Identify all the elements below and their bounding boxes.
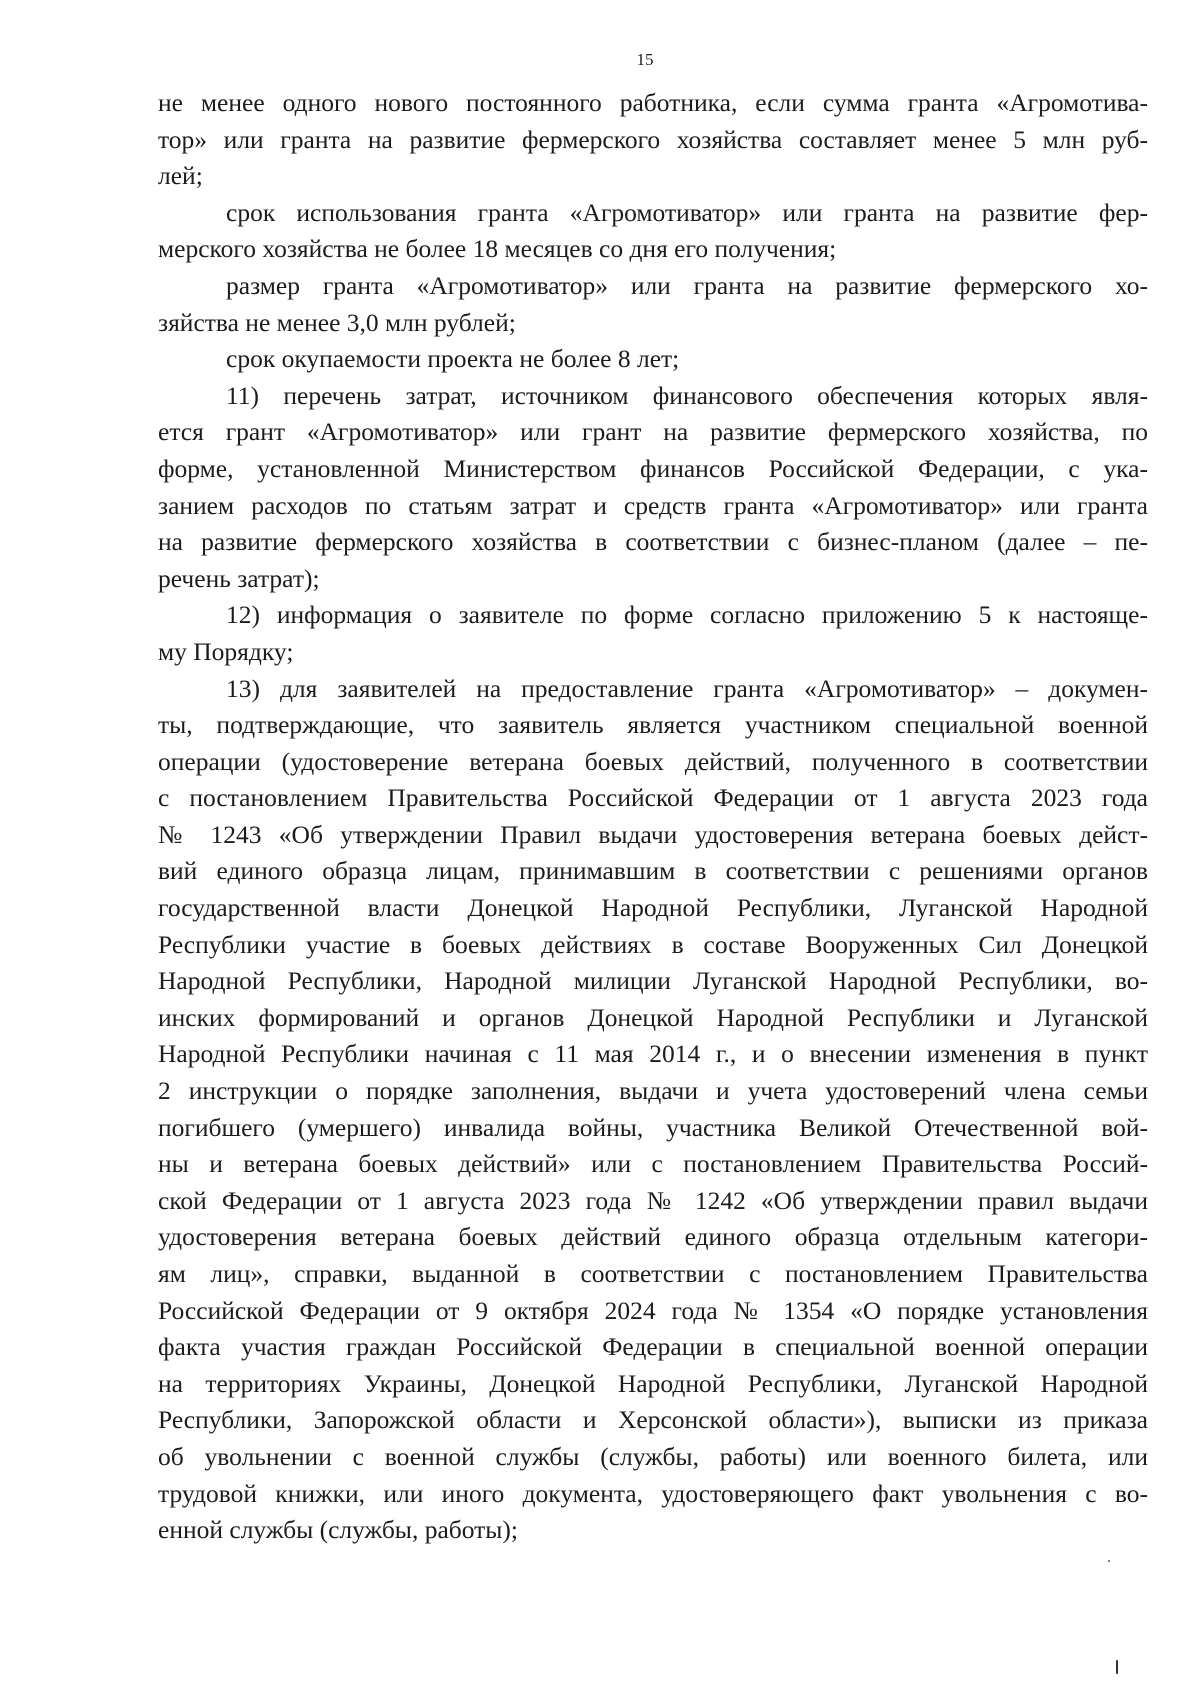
- text-line: мерского хозяйства не более 18 месяцев со дня его получения;: [158, 234, 837, 264]
- text-line: инских формирований и органов Донецкой Народной Республики и Луганской: [158, 1002, 1148, 1032]
- text-line: не менее одного нового постоянного работника, если сумма гранта «Агромотива-: [158, 88, 1148, 117]
- text-line: Народной Республики, Народной милиции Луганской Народной Республики, во-: [158, 966, 1148, 996]
- text-line: 13) для заявителей на предоставление гранта «Агромотиватор» – докумен-: [226, 673, 1148, 703]
- text-line: ты, подтверждающие, что заявитель является участником специальной военной: [158, 710, 1148, 740]
- text-line: ям лиц», справки, выданной в соответствии с постановлением Правительства: [158, 1259, 1148, 1288]
- text-line: занием расходов по статьям затрат и средств гранта «Агромотиватор» или гранта: [158, 490, 1148, 520]
- text-line: факта участия граждан Российской Федерации в специальной военной операции: [158, 1332, 1148, 1362]
- text-line: с постановлением Правительства Российской Федерации от 1 августа 2023 года: [158, 783, 1148, 813]
- text-line: Республики участие в боевых действиях в составе Вооруженных Сил Донецкой: [158, 929, 1148, 959]
- text-line: 12) информация о заявителе по форме согласно приложению 5 к настояще-: [226, 600, 1148, 630]
- body-text: [158, 85, 1148, 1549]
- text-line: Республики, Запорожской области и Херсонской области»), выписки из приказа: [158, 1405, 1148, 1435]
- text-line: Российской Федерации от 9 октября 2024 года № 1354 «О порядке установления: [158, 1295, 1148, 1325]
- text-line: ется грант «Агромотиватор» или грант на развитие фермерского хозяйства, по: [158, 417, 1148, 447]
- text-line: размер гранта «Агромотиватор» или гранта на развитие фермерского хо-: [226, 270, 1148, 300]
- scan-speck: [1108, 1560, 1110, 1562]
- text-line: № 1243 «Об утверждении Правил выдачи удостоверения ветерана боевых дейст-: [158, 819, 1148, 849]
- scan-speck: [1116, 1660, 1118, 1674]
- text-line: речень затрат);: [158, 563, 320, 593]
- text-line: об увольнении с военной службы (службы, работы) или военного билета, или: [158, 1441, 1148, 1471]
- text-line: ны и ветерана боевых действий» или с постановлением Правительства Россий-: [158, 1149, 1148, 1179]
- text-line: форме, установленной Министерством финансов Российской Федерации, с ука-: [158, 453, 1148, 483]
- text-line: удостоверения ветерана боевых действий единого образца отдельным категори-: [158, 1222, 1148, 1252]
- text-line: операции (удостоверение ветерана боевых действий, полученного в соответствии: [158, 746, 1148, 776]
- text-line: срок использования гранта «Агромотиватор» или гранта на развитие фер-: [226, 197, 1148, 227]
- text-line: енной службы (службы, работы);: [158, 1515, 519, 1545]
- text-line: ской Федерации от 1 августа 2023 года № 1242 «Об утверждении правил выдачи: [158, 1185, 1148, 1215]
- text-line: тор» или гранта на развитие фермерского хозяйства составляет менее 5 млн руб-: [158, 124, 1148, 154]
- text-line: погибшего (умершего) инвалида войны, участника Великой Отечественной вой-: [158, 1112, 1148, 1142]
- text-line: Народной Республики начиная с 11 мая 2014 г., и о внесении изменения в пункт: [158, 1039, 1148, 1069]
- text-line: трудовой книжки, или иного документа, удостоверяющего факт увольнения с во-: [158, 1478, 1148, 1508]
- text-line: на территориях Украины, Донецкой Народной Республики, Луганской Народной: [158, 1368, 1148, 1398]
- text-line: зяйства не менее 3,0 млн рублей;: [158, 307, 516, 337]
- text-line: срок окупаемости проекта не более 8 лет;: [226, 344, 680, 374]
- text-line: государственной власти Донецкой Народной Республики, Луганской Народной: [158, 893, 1148, 923]
- page-number: 15: [636, 50, 654, 69]
- text-line: му Порядку;: [158, 636, 294, 666]
- text-line: 2 инструкции о порядке заполнения, выдачи и учета удостоверений члена семьи: [158, 1076, 1148, 1106]
- text-line: вий единого образца лицам, принимавшим в соответствии с решениями органов: [158, 856, 1148, 886]
- text-line: на развитие фермерского хозяйства в соответствии с бизнес-планом (далее – пе-: [158, 527, 1148, 557]
- text-line: 11) перечень затрат, источником финансового обеспечения которых явля-: [226, 380, 1148, 410]
- text-line: лей;: [158, 161, 203, 191]
